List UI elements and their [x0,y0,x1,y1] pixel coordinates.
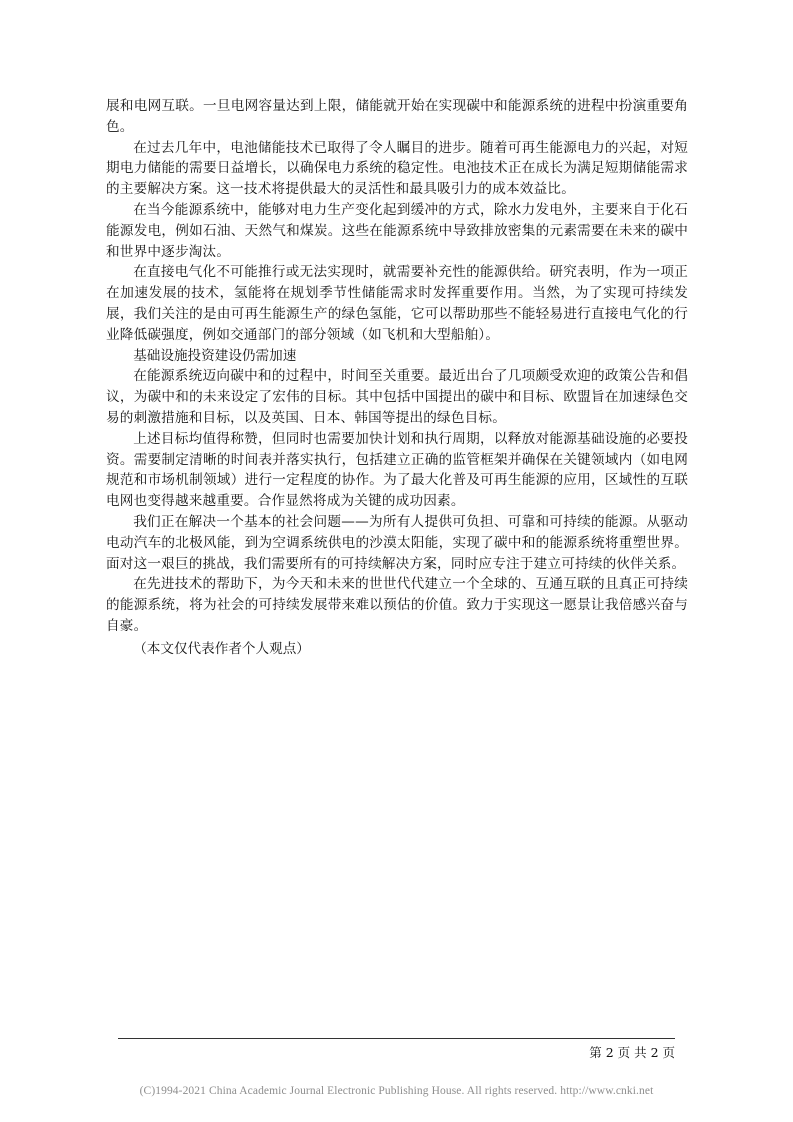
paragraph-policy-goals: 在能源系统迈向碳中和的过程中，时间至关重要。最近出台了几项颇受欢迎的政策公告和倡议，为碳中和的未来设定了宏伟的目标。其中包括中国提出的碳中和目标、欧盟旨在加速绿色交易的刺激措施和目标，以及英国、日本、韩国等提出的绿色目标。 [106,368,688,426]
paragraph-battery-storage: 在过去几年中，电池储能技术已取得了令人瞩目的进步。随着可再生能源电力的兴起，对短期电力储能的需要日益增长，以确保电力系统的稳定性。电池技术正在成长为满足短期储能需求的主要解决方案。这一技术将提供最大的灵活性和最具吸引力的成本效益比。 [106,139,688,198]
footer-divider [118,1038,675,1039]
section-heading: 基础设施投资建设仍需加速 [133,347,297,364]
paragraph-hydrogen: 在直接电气化不可能推行或无法实现时，就需要补充性的能源供给。研究表明，作为一项正在加速发展的技术，氢能将在规划季节性储能需求时发挥重要作用。当然，为了实现可持续发展，我们关注的是由可再生能源生产的绿色氢能，它可以帮助那些不能轻易进行直接电气化的行业降低碳强度，例如交通部门的部分领域（如飞机和大型船舶）。 [106,264,688,343]
paragraph-continuation: 展和电网互联。一旦电网容量达到上限，储能就开始在实现碳中和能源系统的进程中扮演重要角色。 [106,98,688,135]
paragraph-fossil-buffer: 在当今能源系统中，能够对电力生产变化起到缓冲的方式，除水力发电外，主要来自于化石能源发电，例如石油、天然气和煤炭。这些在能源系统中导致排放密集的元素需要在未来的碳中和世界中逐步淘汰。 [106,201,688,260]
paragraph-investment: 上述目标均值得称赞，但同时也需要加快计划和执行周期，以释放对能源基础设施的必要投资。需要制定清晰的时间表并落实执行，包括建立正确的监管框架并确保在关键领域内（如电网规范和市场机制领域）进行一定程度的协作。为了最大化普及可再生能源的应用，区域性的互联电网也变得越来越重要。合作显然将成为关键的成功因素。 [106,430,688,510]
page-number: 第 2 页 共 2 页 [589,1045,675,1060]
paragraph-vision: 在先进技术的帮助下，为今天和未来的世世代代建立一个全球的、互通互联的且真正可持续的能源系统，将为社会的可持续发展带来难以预估的价值。致力于实现这一愿景让我倍感兴奋与自豪。 [106,576,688,634]
article-body [106,96,688,660]
copyright-notice: (C)1994-2021 China Academic Journal Electronic Publishing House. All rights reserved. http://www.cnki.net [139,1085,654,1097]
paragraph-social-problem: 我们正在解决一个基本的社会问题——为所有人提供可负担、可靠和可持续的能源。从驱动电动汽车的北极风能，到为空调系统供电的沙漠太阳能，实现了碳中和的能源系统将重塑世界。面对这一艰巨的挑战，我们需要所有的可持续解决方案，同时应专注于建立可持续的伙伴关系。 [106,513,688,572]
author-disclaimer-note: （本文仅代表作者个人观点） [133,640,310,657]
